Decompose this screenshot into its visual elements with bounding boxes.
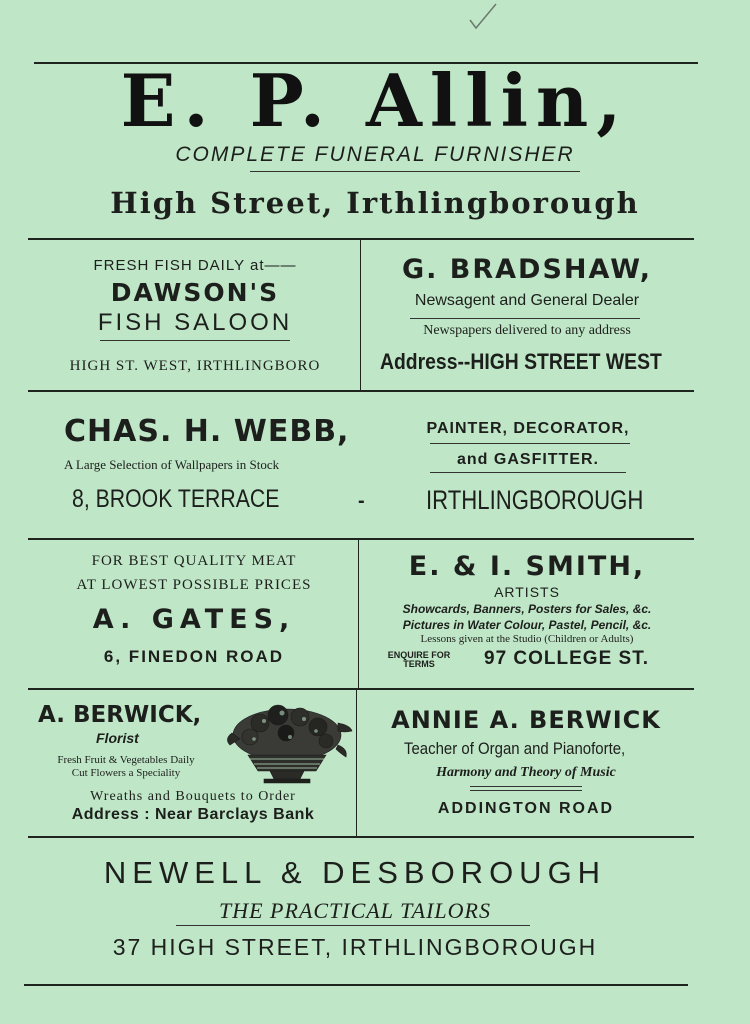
rule-1 [28, 238, 694, 240]
allin-name: E. P. Allin, [120, 58, 630, 143]
annie-subject: Harmony and Theory of Music [436, 765, 616, 780]
bradshaw-address: Address--HIGH STREET WEST [380, 349, 662, 374]
webb-trade-underline [430, 443, 630, 444]
berwick-name: A. BERWICK, [38, 702, 202, 728]
webb-dash: - [358, 490, 365, 512]
smith-enquire-1: ENQUIRE FOR [387, 650, 451, 660]
smith-trade: ARTISTS [494, 584, 560, 600]
berwick-address: Address : Near Barclays Bank [71, 806, 315, 823]
smith-line-3: Lessons given at the Studio (Children or Adults) [420, 633, 634, 645]
webb-trade-1: PAINTER, DECORATOR, [426, 420, 630, 437]
dawson-line2: FISH SALOON [97, 309, 293, 336]
annie-address: ADDINGTON ROAD [437, 800, 615, 817]
bottom-rule [24, 984, 688, 986]
webb-address: 8, BROOK TERRACE [72, 485, 280, 513]
allin-street: High Street, Irthlingborough [110, 186, 640, 220]
newell-tagline-underline [176, 925, 530, 926]
webb-trade-2-underline [430, 472, 626, 473]
allin-subtitle: COMPLETE FUNERAL FURNISHER [175, 143, 575, 166]
divider-row-3 [358, 540, 359, 688]
annie-name: ANNIE A. BERWICK [391, 706, 661, 734]
rule-4 [28, 688, 694, 690]
berwick-line-1: Fresh Fruit & Vegetables Daily [57, 754, 195, 766]
webb-trade-2: and GASFITTER. [457, 451, 599, 468]
dawson-underline [100, 340, 290, 341]
smith-address: 97 COLLEGE ST. [484, 648, 649, 669]
newell-name: NEWELL & DESBOROUGH [103, 855, 607, 890]
divider-row-4 [356, 690, 357, 836]
dawson-address: HIGH ST. WEST, IRTHLINGBORO [69, 358, 321, 374]
gates-line-1: FOR BEST QUALITY MEAT [91, 553, 297, 569]
bradshaw-note: Newspapers delivered to any address [423, 323, 631, 338]
rule-5 [28, 836, 694, 838]
webb-note: A Large Selection of Wallpapers in Stock [64, 457, 280, 472]
smith-name: E. & I. SMITH, [408, 551, 646, 582]
bradshaw-trade: Newsagent and General Dealer [414, 292, 640, 309]
berwick-trade: Florist [96, 730, 139, 746]
smith-line-2: Pictures in Water Colour, Pastel, Pencil, &c. [402, 618, 652, 632]
allin-subtitle-underline [250, 171, 580, 172]
rule-3 [28, 538, 694, 540]
newell-address: 37 HIGH STREET, IRTHLINGBOROUGH [112, 934, 598, 960]
newell-tagline: THE PRACTICAL TAILORS [219, 898, 491, 923]
webb-town: IRTHLINGBOROUGH [426, 485, 644, 515]
webb-name: CHAS. H. WEBB, [64, 414, 350, 449]
rule-2 [28, 390, 694, 392]
bradshaw-name: G. BRADSHAW, [401, 254, 653, 285]
annie-double-rule [470, 786, 582, 791]
gates-address: 6, FINEDON ROAD [103, 647, 285, 666]
berwick-line-3: Wreaths and Bouquets to Order [90, 789, 296, 804]
bradshaw-underline [410, 318, 640, 319]
dawson-intro: FRESH FISH DAILY at—— [93, 257, 297, 274]
smith-line-1: Showcards, Banners, Posters for Sales, &c. [402, 602, 652, 616]
smith-enquire-2: TERMS [403, 659, 435, 669]
divider-row-1 [360, 240, 361, 390]
gates-line-2: AT LOWEST POSSIBLE PRICES [76, 577, 312, 593]
gates-name: A. GATES, [92, 604, 296, 635]
flower-basket-illustration [220, 697, 354, 787]
dawson-name: DAWSON'S [110, 278, 280, 307]
annie-trade: Teacher of Organ and Pianoforte, [404, 739, 626, 758]
pencil-tick-mark [466, 2, 500, 32]
berwick-line-2: Cut Flowers a Speciality [71, 767, 181, 779]
